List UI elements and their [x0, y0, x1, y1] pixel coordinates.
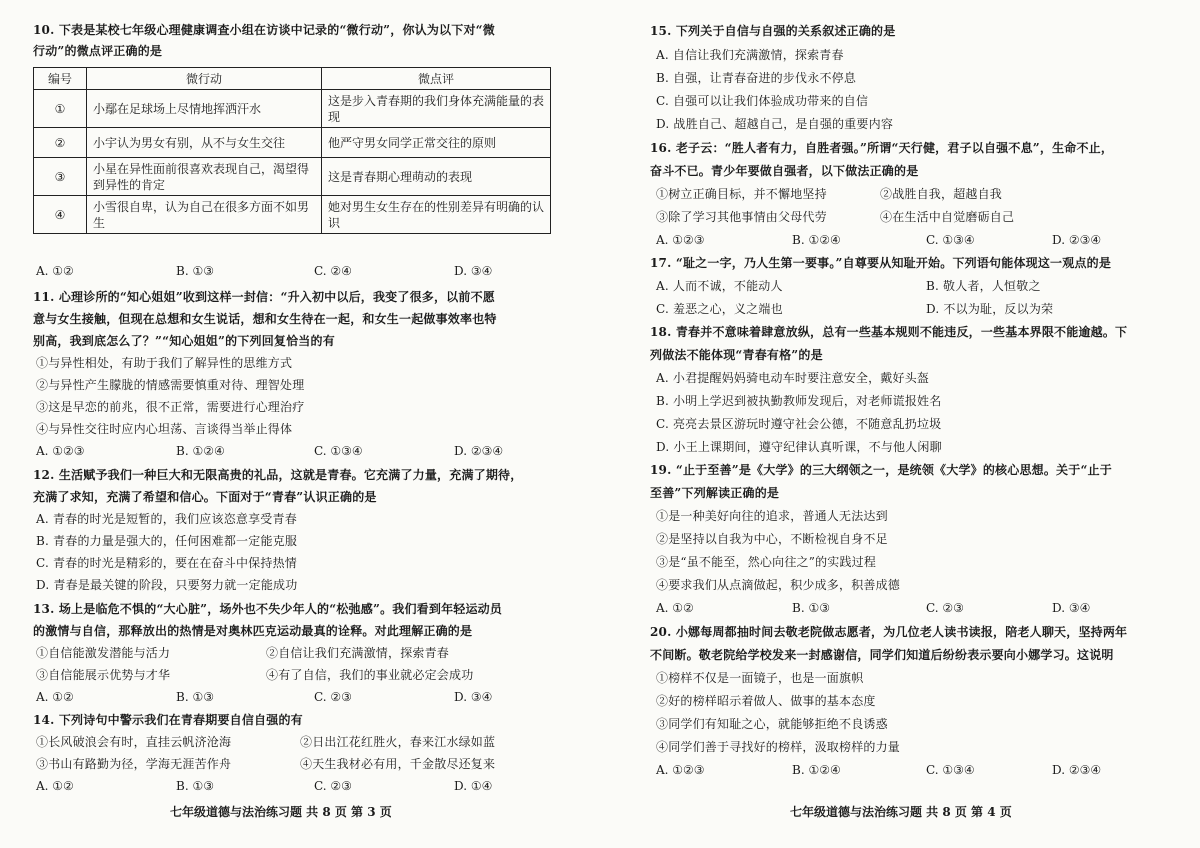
q12-option-d[interactable]: D. 青春是最关键的阶段，只要努力就一定能成功	[36, 578, 298, 592]
row-review: 这是步入青春期的我们身体充满能量的表现	[322, 90, 551, 128]
q20-item-3: ③同学们有知耻之心，就能够拒绝不良诱惑	[656, 717, 888, 731]
q13-stem-line1: 13. 场上是临危不惧的“大心脏”，场外也不失少年人的“松弛感”。我们看到年轻运动员	[33, 602, 503, 616]
option-d[interactable]: D. ③④	[454, 264, 493, 278]
q19-stem-line1: 19. “止于至善”是《大学》的三大纲领之一，是统领《大学》的核心思想。关于“止于	[650, 463, 1112, 477]
q15-option-b[interactable]: B. 自强，让青春奋进的步伐永不停息	[656, 71, 857, 85]
option-a[interactable]: A. ①②	[656, 601, 694, 615]
option-d[interactable]: D. ②③④	[454, 444, 504, 458]
q11-stem-line2: 意与女生接触，但现在总想和女生说话，想和女生待在一起，和女生一起做事效率也特	[33, 312, 497, 326]
q19-stem-line2: 至善”下列解读正确的是	[650, 486, 780, 500]
q18-stem-line1: 18. 青春并不意味着肆意放纵，总有一些基本规则不能违反，一些基本界限不能逾越。下	[650, 325, 1128, 339]
option-a[interactable]: A. ①②③	[656, 763, 705, 777]
option-d[interactable]: D. ②③④	[1052, 763, 1102, 777]
q17-option-d[interactable]: D. 不以为耻，反以为荣	[926, 302, 1054, 316]
q18-stem-line2: 列做法不能体现“青春有格”的是	[650, 348, 823, 362]
q11-item-3: ③这是早恋的前兆，很不正常，需要进行心理治疗	[36, 400, 305, 414]
q14-item-3: ③书山有路勤为径，学海无涯苦作舟	[36, 757, 232, 771]
q15-option-a[interactable]: A. 自信让我们充满激情，探索青春	[656, 48, 844, 62]
option-b[interactable]: B. ①③	[176, 690, 214, 704]
q16-item-1: ①树立正确目标，并不懈地坚持	[656, 187, 827, 201]
q13-item-2: ②自信让我们充满激情，探索青春	[266, 646, 450, 660]
q19-item-3: ③是“虽不能至，然心向往之”的实践过程	[656, 555, 877, 569]
q14-item-1: ①长风破浪会有时，直挂云帆济沧海	[36, 735, 232, 749]
option-d[interactable]: D. ②③④	[1052, 233, 1102, 247]
q19-item-1: ①是一种美好向往的追求，普通人无法达到	[656, 509, 888, 523]
q10-stem-line2: 行动”的微点评正确的是	[33, 44, 163, 58]
option-b[interactable]: B. ①③	[792, 601, 830, 615]
q12-stem-line2: 充满了求知，充满了希望和信心。下面对于“青春”认识正确的是	[33, 490, 377, 504]
row-review: 她对男生女生存在的性别差异有明确的认识	[322, 196, 551, 234]
q17-stem: 17. “耻之一字，乃人生第一要事。”自尊要从知耻开始。下列语句能体现这一观点的是	[650, 256, 1112, 270]
q16-item-4: ④在生活中自觉磨砺自己	[880, 210, 1015, 224]
q13-item-4: ④有了自信，我们的事业就必定会成功	[266, 668, 474, 682]
q11-item-1: ①与异性相处，有助于我们了解异性的思维方式	[36, 356, 293, 370]
option-a[interactable]: A. ①②	[36, 264, 74, 278]
row-number: ②	[34, 128, 87, 158]
row-number: ④	[34, 196, 87, 234]
option-d[interactable]: D. ①④	[454, 779, 493, 793]
q11-item-4: ④与异性交往时应内心坦荡、言谈得当举止得体	[36, 422, 293, 436]
q16-stem-line1: 16. 老子云：“胜人者有力，自胜者强。”所谓“天行健，君子以自强不息”，生命不止，	[650, 141, 1114, 155]
q20-item-2: ②好的榜样昭示着做人、做事的基本态度	[656, 694, 876, 708]
q18-option-b[interactable]: B. 小明上学迟到被执勤教师发现后，对老师谎报姓名	[656, 394, 942, 408]
option-c[interactable]: C. ①③④	[926, 763, 975, 777]
q12-stem-line1: 12. 生活赋予我们一种巨大和无限高贵的礼品，这就是青春。它充满了力量，充满了期待，	[33, 468, 523, 482]
q15-option-d[interactable]: D. 战胜自己、超越自己，是自强的重要内容	[656, 117, 894, 131]
option-b[interactable]: B. ①③	[176, 264, 214, 278]
q11-item-2: ②与异性产生朦胧的情感需要慎重对待、理智处理	[36, 378, 305, 392]
q15-option-c[interactable]: C. 自强可以让我们体验成功带来的自信	[656, 94, 869, 108]
row-action: 小鄢在足球场上尽情地挥洒汗水	[87, 90, 322, 128]
q14-item-2: ②日出江花红胜火，春来江水绿如蓝	[300, 735, 496, 749]
q17-option-c[interactable]: C. 羞恶之心，义之端也	[656, 302, 783, 316]
page-footer: 七年级道德与法治练习题 共 8 页 第 4 页	[790, 805, 1012, 819]
q18-option-a[interactable]: A. 小君提醒妈妈骑电动车时要注意安全，戴好头盔	[656, 371, 930, 385]
q10-stem-line1: 10. 下表是某校七年级心理健康调查小组在访谈中记录的“微行动”，你认为以下对“微	[33, 23, 495, 37]
row-review: 他严守男女同学正常交往的原则	[322, 128, 551, 158]
table-header-action: 微行动	[87, 68, 322, 90]
q11-stem-line3: 别高，我到底怎么了？”“知心姐姐”的下列回复恰当的有	[33, 334, 335, 348]
table-row	[34, 128, 551, 158]
option-c[interactable]: C. ①③④	[926, 233, 975, 247]
table-row	[34, 90, 551, 128]
table-header-review: 微点评	[322, 68, 551, 90]
option-a[interactable]: A. ①②③	[656, 233, 705, 247]
page-4	[600, 0, 1200, 848]
option-b[interactable]: B. ①②④	[792, 763, 841, 777]
option-d[interactable]: D. ③④	[454, 690, 493, 704]
option-c[interactable]: C. ②④	[314, 264, 352, 278]
q14-item-4: ④天生我材必有用，千金散尽还复来	[300, 757, 496, 771]
q11-stem-line1: 11. 心理诊所的“知心姐姐”收到这样一封信：“升入初中以后，我变了很多，以前不愿	[33, 290, 495, 304]
q13-item-1: ①自信能激发潜能与活力	[36, 646, 171, 660]
q20-stem-line1: 20. 小娜每周都抽时间去敬老院做志愿者，为几位老人读书读报，陪老人聊天，坚持两年	[650, 625, 1128, 639]
option-c[interactable]: C. ①③④	[314, 444, 363, 458]
row-action: 小雪很自卑，认为自己在很多方面不如男生	[87, 196, 322, 234]
option-d[interactable]: D. ③④	[1052, 601, 1091, 615]
q13-stem-line2: 的激情与自信，那释放出的热情是对奥林匹克运动最真的诠释。对此理解正确的是	[33, 624, 473, 638]
q18-option-c[interactable]: C. 亮亮去景区游玩时遵守社会公德，不随意乱扔垃圾	[656, 417, 942, 431]
option-a[interactable]: A. ①②	[36, 690, 74, 704]
q20-stem-line2: 不间断。敬老院给学校发来一封感谢信，同学们知道后纷纷表示要向小娜学习。这说明	[650, 648, 1114, 662]
q18-option-d[interactable]: D. 小王上课期间，遵守纪律认真听课，不与他人闲聊	[656, 440, 942, 454]
row-review: 这是青春期心理萌动的表现	[322, 158, 551, 196]
option-a[interactable]: A. ①②③	[36, 444, 85, 458]
q16-stem-line2: 奋斗不已。青少年要做自强者，以下做法正确的是	[650, 164, 919, 178]
q19-item-4: ④要求我们从点滴做起，积少成多，积善成德	[656, 578, 901, 592]
table-row	[34, 196, 551, 234]
option-c[interactable]: C. ②③	[314, 690, 352, 704]
page-footer: 七年级道德与法治练习题 共 8 页 第 3 页	[170, 805, 392, 819]
q13-item-3: ③自信能展示优势与才华	[36, 668, 171, 682]
option-b[interactable]: B. ①②④	[176, 444, 225, 458]
q12-option-c[interactable]: C. 青春的时光是精彩的，要在在奋斗中保持热情	[36, 556, 297, 570]
row-number: ③	[34, 158, 87, 196]
q17-option-b[interactable]: B. 敬人者，人恒敬之	[926, 279, 1041, 293]
row-action: 小宇认为男女有别，从不与女生交往	[87, 128, 322, 158]
row-action: 小星在异性面前很喜欢表现自己，渴望得到异性的肯定	[87, 158, 322, 196]
q14-stem: 14. 下列诗句中警示我们在青春期要自信自强的有	[33, 713, 303, 727]
q12-option-b[interactable]: B. 青春的力量是强大的，任何困难都一定能克服	[36, 534, 298, 548]
option-b[interactable]: B. ①③	[176, 779, 214, 793]
option-b[interactable]: B. ①②④	[792, 233, 841, 247]
q20-item-4: ④同学们善于寻找好的榜样，汲取榜样的力量	[656, 740, 901, 754]
table-header-number: 编号	[34, 68, 87, 90]
option-c[interactable]: C. ②③	[314, 779, 352, 793]
q15-stem: 15. 下列关于自信与自强的关系叙述正确的是	[650, 24, 896, 38]
q12-option-a[interactable]: A. 青春的时光是短暂的，我们应该恣意享受青春	[36, 512, 297, 526]
option-c[interactable]: C. ②③	[926, 601, 964, 615]
q19-item-2: ②是坚持以自我为中心，不断检视自身不足	[656, 532, 888, 546]
table-row	[34, 158, 551, 196]
row-number: ①	[34, 90, 87, 128]
q16-item-2: ②战胜自我，超越自我	[880, 187, 1003, 201]
q17-option-a[interactable]: A. 人而不诚，不能动人	[656, 279, 783, 293]
q10-table	[33, 67, 551, 234]
q20-item-1: ①榜样不仅是一面镜子，也是一面旗帜	[656, 671, 864, 685]
q16-item-3: ③除了学习其他事情由父母代劳	[656, 210, 827, 224]
option-a[interactable]: A. ①②	[36, 779, 74, 793]
